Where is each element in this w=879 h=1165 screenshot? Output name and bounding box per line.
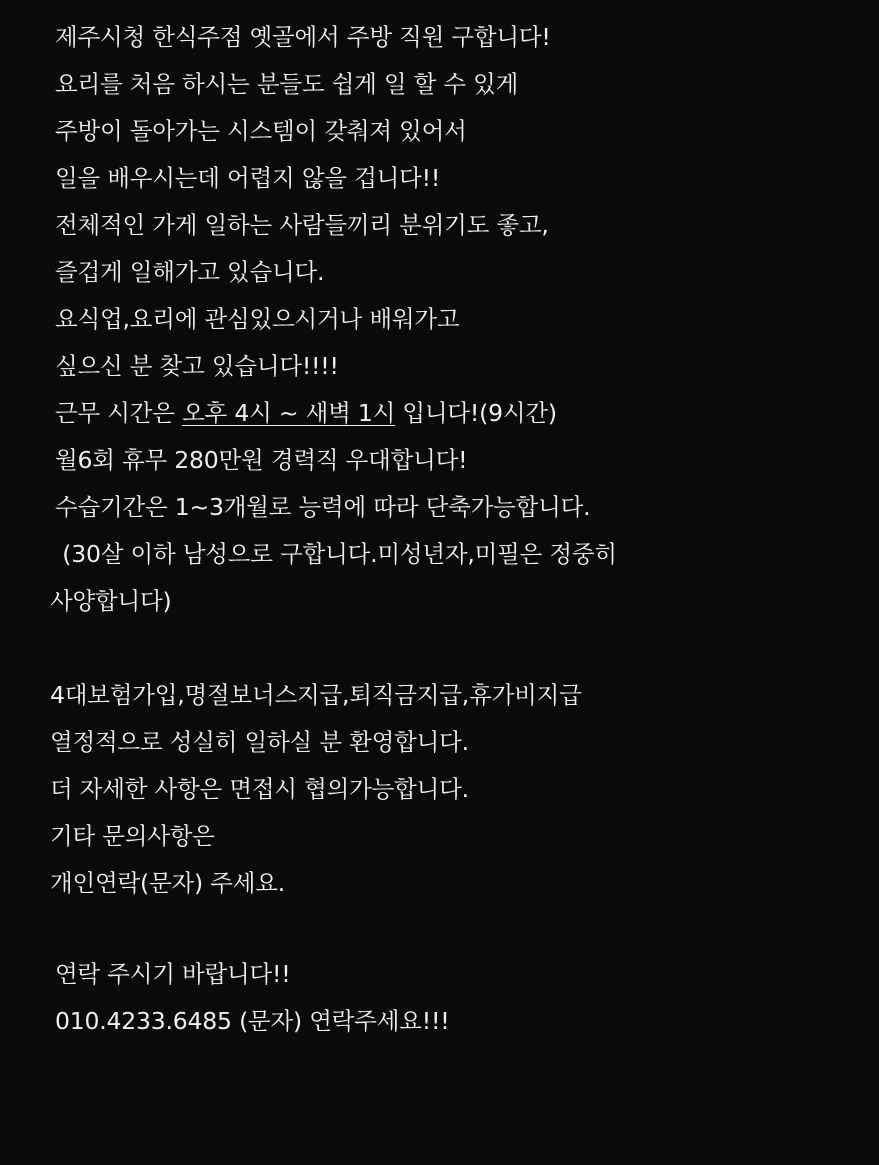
posting-line: 수습기간은 1~3개월로 능력에 따라 단축가능합니다. bbox=[55, 493, 591, 521]
spacer bbox=[0, 625, 879, 672]
work-hours-line bbox=[0, 390, 879, 437]
work-hours-prefix: 근무 시간은 bbox=[55, 399, 183, 427]
posting-line: 요식업,요리에 관심있으시거나 배워가고 bbox=[55, 305, 460, 333]
posting-line: 더 자세한 사항은 면접시 협의가능합니다. bbox=[50, 775, 469, 803]
posting-line: 기타 문의사항은 bbox=[50, 822, 215, 850]
spacer bbox=[0, 907, 879, 951]
posting-line: 요리를 처음 하시는 분들도 쉽게 일 할 수 있게 bbox=[55, 70, 519, 98]
posting-line: 제주시청 한식주점 옛골에서 주방 직원 구합니다! bbox=[55, 23, 551, 51]
work-hours-emphasis: 오후 4시 ~ 새벽 1시 bbox=[182, 399, 396, 427]
contact-phone-line: 010.4233.6485 (문자) 연락주세요!!! bbox=[55, 1007, 450, 1035]
posting-line: 연락 주시기 바랍니다!! bbox=[55, 960, 291, 988]
posting-line: (30살 이하 남성으로 구합니다.미성년자,미필은 정중히 bbox=[55, 540, 617, 568]
posting-line: 월6회 휴무 280만원 경력직 우대합니다! bbox=[55, 446, 468, 474]
posting-line: 열정적으로 성실히 일하실 분 환영합니다. bbox=[50, 728, 469, 756]
posting-line: 주방이 돌아가는 시스템이 갖춰져 있어서 bbox=[55, 117, 467, 145]
posting-line: 싶으신 분 찾고 있습니다!!!! bbox=[55, 352, 339, 380]
posting-line: 사양합니다) bbox=[50, 587, 172, 615]
posting-line: 즐겁게 일해가고 있습니다. bbox=[55, 258, 325, 286]
posting-line: 전체적인 가게 일하는 사람들끼리 분위기도 좋고, bbox=[55, 211, 549, 239]
work-hours-suffix: 입니다!(9시간) bbox=[395, 399, 557, 427]
posting-line: 일을 배우시는데 어렵지 않을 겁니다!! bbox=[55, 164, 441, 192]
posting-line: 개인연락(문자) 주세요. bbox=[50, 869, 285, 897]
posting-line: 4대보험가입,명절보너스지급,퇴직금지급,휴가비지급 bbox=[50, 681, 582, 709]
